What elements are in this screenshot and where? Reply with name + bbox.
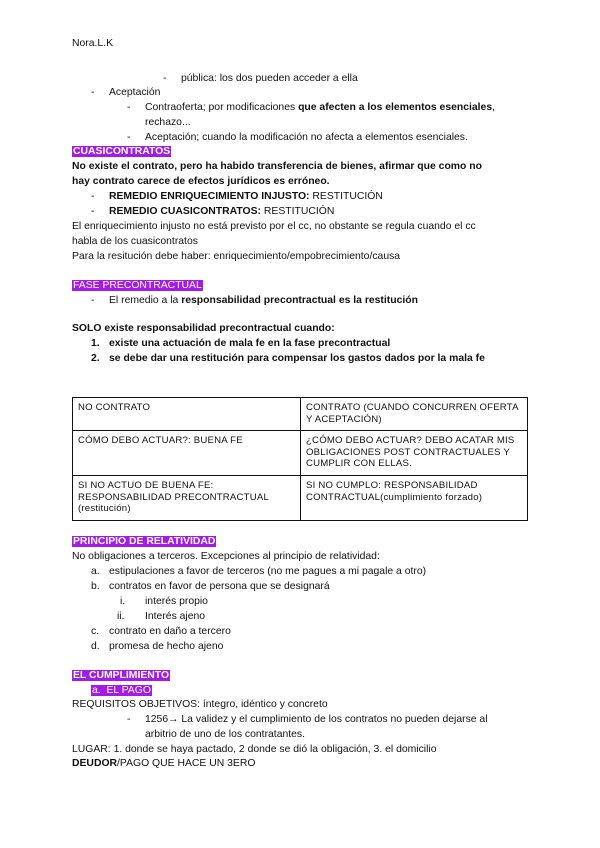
remedio-label: REMEDIO CUASICONTRATOS: [109,206,262,217]
section-heading-cuasicontratos [72,145,171,158]
list-dash: - [91,206,95,217]
solo-existe-heading: SOLO existe responsabilidad precontractual cuando: [72,323,335,334]
lugar-del-pago: LUGAR: 1. donde se haya pactado, 2 donde se dió la obligación, 3. el domicilio [72,744,437,755]
table-cell: NO CONTRATO [73,398,301,431]
author-header: Nora.L.K [72,38,114,49]
subheading-el-pago [91,684,152,697]
heading-text: CUASICONTRATOS [73,146,171,157]
list-item-publica: pública: los dos pueden acceder a ella [181,73,358,84]
subheading-text: a. EL PAGO [92,685,151,696]
section-heading-fase-precontractual [72,279,203,292]
numbered-item [91,337,100,350]
remedio-enriquecimiento [109,190,383,203]
table-cell: ¿CÓMO DEBO ACTUAR? DEBO ACATAR MIS OBLIGACIONES POST CONTRACTUALES Y CUMPLIR CON ELLAS. [301,431,528,476]
remedio-bold: responsabilidad precontractual es la restitución [181,295,418,306]
remedio-precontractual [109,294,418,307]
numbered-item-text: se debe dar una restitución para compensar los gastos dados por la mala fe [109,353,485,364]
item-number: 1. [91,338,100,349]
contraoferta-bold: que afecten a los elementos esenciales [298,102,493,113]
list-item: interés propio [145,596,208,607]
cuasicontratos-note-line2: habla de los cuasicontratos [72,236,198,247]
list-item-aceptacion: Aceptación [109,87,161,98]
list-dash: - [91,295,95,306]
table-cell: CÓMO DEBO ACTUAR?: BUENA FE [73,431,301,476]
numbered-item [91,352,100,365]
list-dash: - [127,714,131,725]
resitucion-requirements: Para la resitución debe haber: enriquecimiento/empobrecimiento/causa [72,251,401,262]
list-item-aceptacion-detail: Aceptación; cuando la modificación no afecta a elementos esenciales. [145,132,468,143]
deudor-rest: /PAGO QUE HACE UN 3ERO [117,758,256,769]
cuasicontratos-para-line1: No existe el contrato, pero ha habido transferencia de bienes, afirmar que como no [72,161,482,172]
section-heading-principio-relatividad [72,535,216,548]
heading-text: FASE PRECONTRACTUAL [73,280,202,291]
contraoferta-comma: , [492,102,496,113]
contraoferta-text: Contraoferta; por modificaciones [145,102,299,113]
list-item-contraoferta [145,101,495,114]
remedio-label: REMEDIO ENRIQUECIMIENTO INJUSTO: [109,191,310,202]
list-marker: b. [91,581,100,592]
article-1256-line2: arbitrio de uno de los contratantes. [145,729,305,740]
heading-text: PRINCIPIO DE RELATIVIDAD [73,536,216,547]
table-row [73,476,528,521]
numbered-item-text: existe una actuación de mala fe en la fase precontractual [109,338,391,349]
contraoferta-continuation: rechazo... [145,117,191,128]
list-marker: i. [120,596,126,607]
list-marker: c. [91,626,100,637]
section-heading-cumplimiento [72,669,170,682]
remedio-text: El remedio a la [109,295,182,306]
list-item: promesa de hecho ajeno [109,641,224,652]
table-cell: SI NO CUMPLO: RESPONSABILIDAD CONTRACTUAL(cumplimiento forzado) [301,476,528,521]
list-item: Interés ajeno [145,611,206,622]
comparison-table [72,397,528,521]
requisitos-objetivos: REQUISITOS OBJETIVOS: íntegro, idéntico y concreto [72,699,328,710]
item-number: 2. [91,353,100,364]
list-dash: - [91,191,95,202]
table-cell: CONTRATO (CUANDO CONCURREN OFERTA Y ACEPTACIÓN) [301,398,528,431]
list-dash: - [127,132,131,143]
remedio-cuasicontratos [109,205,334,218]
list-dash: - [127,102,131,113]
list-marker: d. [91,641,100,652]
list-marker: a. [91,566,100,577]
table-row [73,398,528,431]
table-row [73,431,528,476]
remedio-value: RESTITUCIÓN [309,191,383,202]
deudor-line [72,757,255,770]
list-dash: - [163,73,167,84]
heading-text: EL CUMPLIMIENTO [73,670,170,681]
list-item: contrato en daño a tercero [109,626,231,637]
article-1256-line1: 1256→ La validez y el cumplimiento de los contratos no pueden dejarse al [145,714,488,725]
list-dash: - [91,87,95,98]
list-item: contratos en favor de persona que se designará [109,581,330,592]
list-marker: ii. [117,611,125,622]
list-item: estipulaciones a favor de terceros (no me pagues a mi pagale a otro) [109,566,427,577]
table-cell: SI NO ACTUO DE BUENA FE: RESPONSABILIDAD PRECONTRACTUAL (restitución) [73,476,301,521]
relatividad-intro: No obligaciones a terceros. Excepciones al principio de relatividad: [72,551,380,562]
deudor-bold: DEUDOR [72,758,118,769]
cuasicontratos-note-line1: El enriquecimiento injusto no está previsto por el cc, no obstante se regula cuando el cc [72,221,476,232]
cuasicontratos-para-line2: hay contrato carece de efectos jurídicos es erróneo. [72,176,330,187]
remedio-value: RESTITUCIÓN [261,206,335,217]
